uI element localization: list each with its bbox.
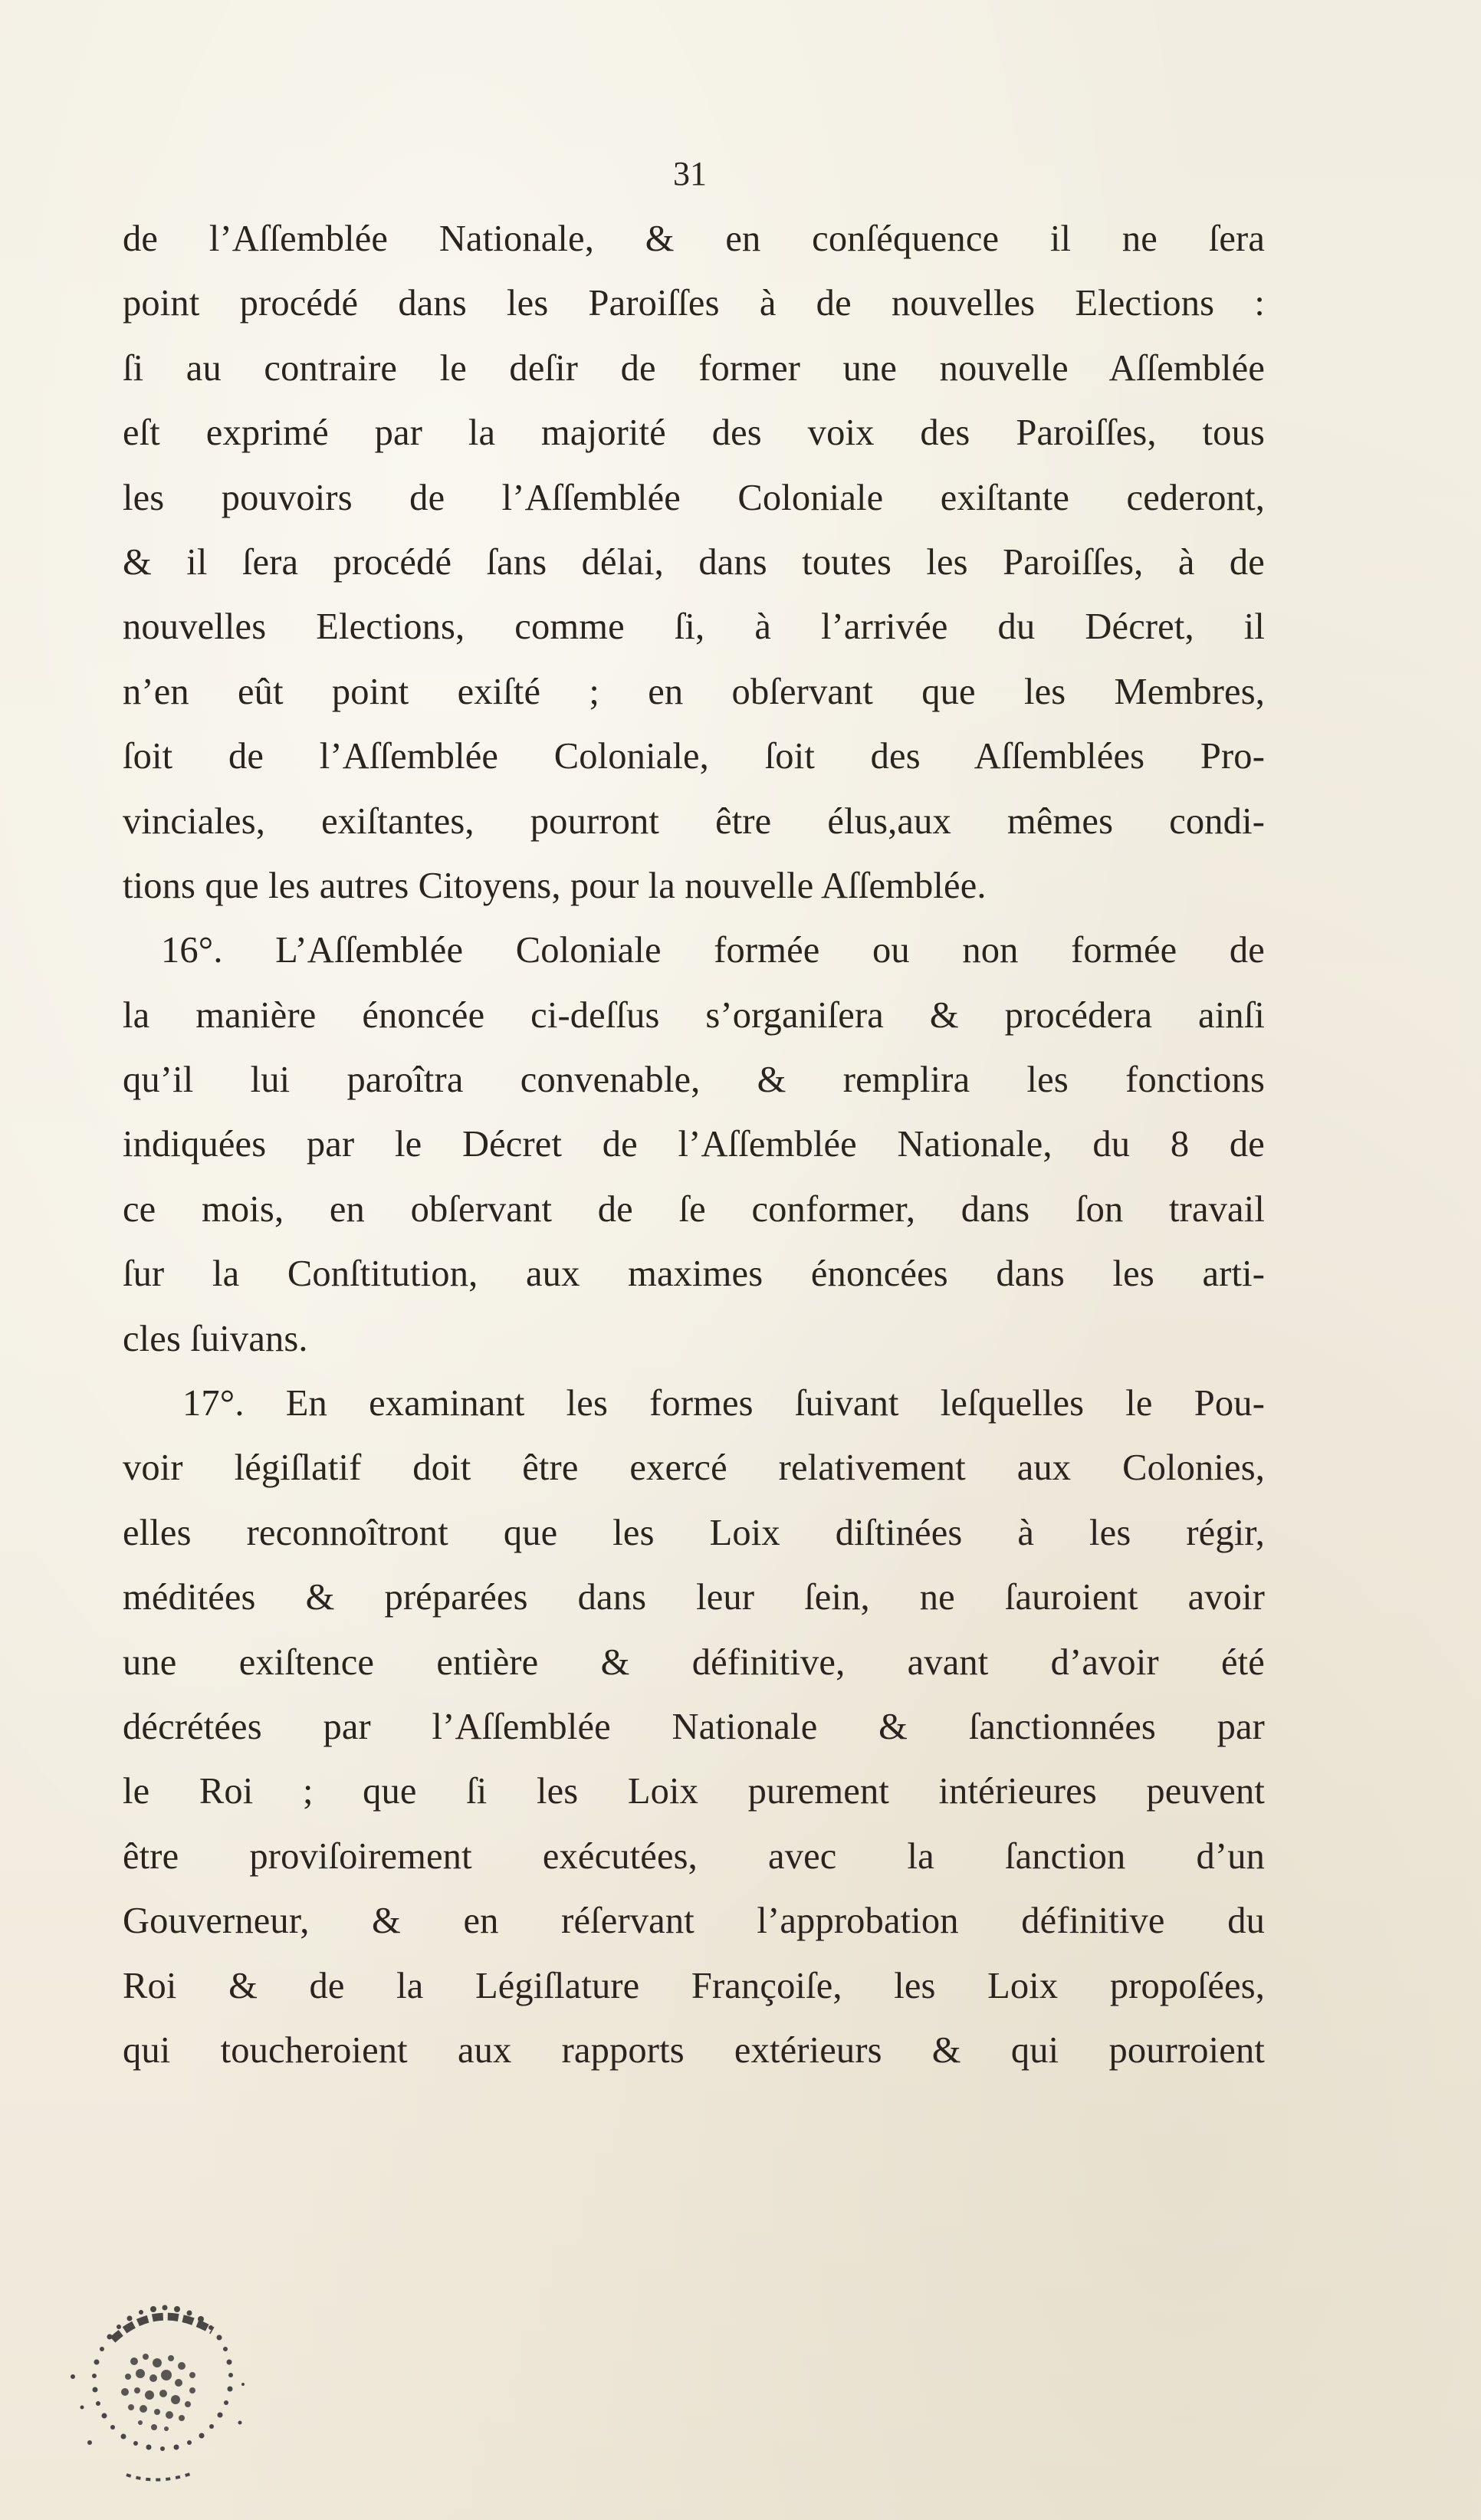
text-line: les pouvoirs de l’Aſſemblée Coloniale exiſtante cederont,	[123, 477, 1265, 518]
text-line: décrétées par l’Aſſemblée Nationale & ſanctionnées par	[123, 1706, 1265, 1747]
text-line: nouvelles Elections, comme ſi, à l’arrivée du Décret, il	[123, 606, 1265, 648]
text-line: cles ſuivans.	[123, 1318, 308, 1359]
text-line: point procédé dans les Paroiſſes à de nouvelles Elections :	[123, 283, 1265, 324]
text-line: Gouverneur, & en réſervant l’approbation définitive du	[123, 1901, 1265, 1942]
text-line: vinciales, exiſtantes, pourront être élus,aux mêmes condi-	[123, 800, 1265, 842]
text-line: être proviſoirement exécutées, avec la ſanction d’un	[123, 1835, 1265, 1877]
text-line: ſi au contraire le deſir de former une nouvelle Aſſemblée	[123, 347, 1265, 389]
text-line: méditées & préparées dans leur ſein, ne ſauroient avoir	[123, 1577, 1265, 1618]
text-line: voir légiſlatif doit être exercé relativement aux Colonies,	[123, 1447, 1265, 1489]
text-line: qu’il lui paroîtra convenable, & remplira les fonctions	[123, 1060, 1265, 1101]
text-line: ſoit de l’Aſſemblée Coloniale, ſoit des Aſſemblées Pro-	[123, 736, 1265, 777]
text-line: la manière énoncée ci-deſſus s’organiſera & procédera ainſi	[123, 994, 1265, 1036]
body-text	[123, 207, 1265, 2083]
text-line: une exiſtence entière & définitive, avant d’avoir été	[123, 1641, 1265, 1683]
text-line: tions que les autres Citoyens, pour la nouvelle Aſſemblée.	[123, 865, 987, 906]
text-line: de l’Aſſemblée Nationale, & en conſéquence il ne ſera	[123, 218, 1265, 259]
text-line: eſt exprimé par la majorité des voix des Paroiſſes, tous	[123, 412, 1265, 454]
text-line: Roi & de la Légiſlature Françoiſe, les Loix propoſées,	[123, 1965, 1265, 2006]
text-line: le Roi ; que ſi les Loix purement intérieures peuvent	[123, 1771, 1265, 1812]
text-line: ce mois, en obſervant de ſe conformer, dans ſon travail	[123, 1188, 1265, 1230]
article-17-first-line: 17°. En examinant les formes ſuivant leſquelles le Pou-	[182, 1383, 1265, 1424]
text-line: & il ſera procédé ſans délai, dans toutes les Paroiſſes, à de	[123, 541, 1265, 583]
page-number: 31	[673, 155, 707, 192]
text-line: indiquées par le Décret de l’Aſſemblée Nationale, du 8 de	[123, 1124, 1265, 1165]
library-stamp-icon	[42, 2292, 264, 2499]
text-line: qui toucheroient aux rapports extérieurs & qui pourroient	[123, 2029, 1265, 2071]
text-line: n’en eût point exiſté ; en obſervant que les Membres,	[123, 671, 1265, 712]
text-line: elles reconnoîtront que les Loix diſtinées à les régir,	[123, 1512, 1265, 1553]
text-line: ſur la Conſtitution, aux maximes énoncées dans les arti-	[123, 1253, 1265, 1295]
article-16-first-line: 16°. L’Aſſemblée Coloniale formée ou non formée de	[161, 930, 1265, 971]
